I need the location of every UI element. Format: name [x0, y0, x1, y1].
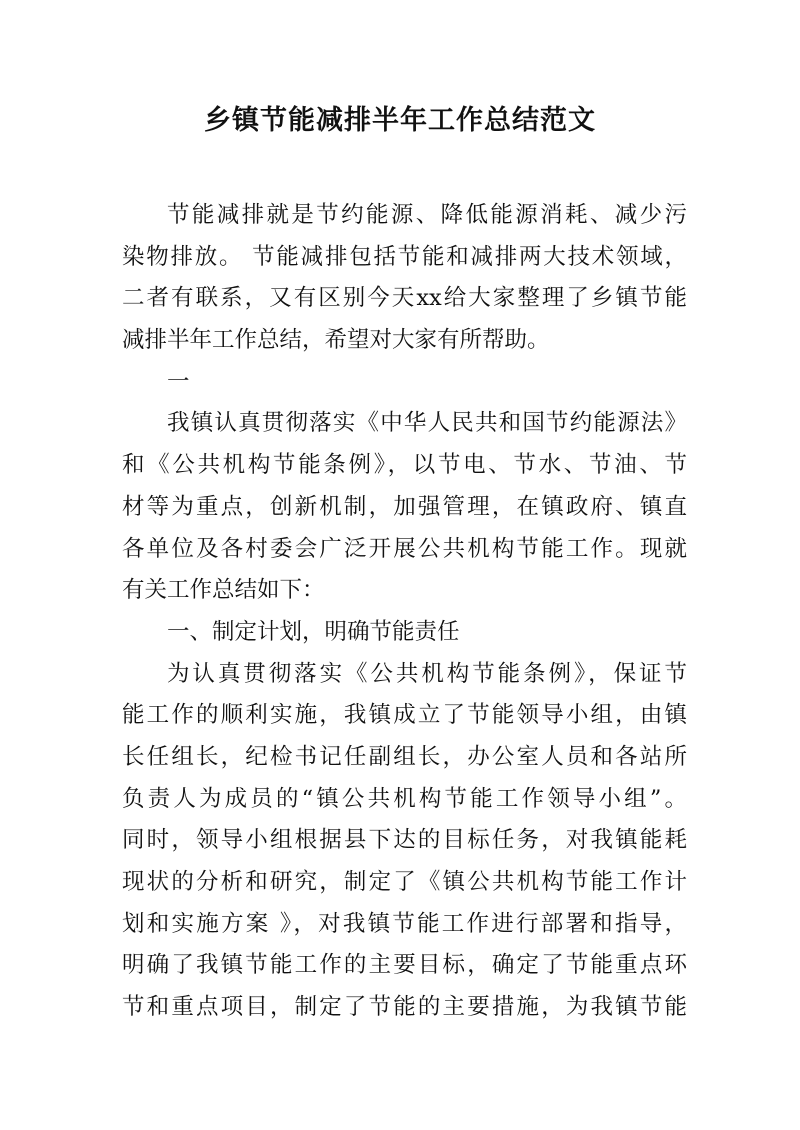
text-line: 现状的分析和研究，制定了《镇公共机构节能工作计 — [122, 869, 687, 895]
text-line: 材等为重点，创新机制，加强管理，在镇政府、镇直 — [122, 493, 687, 520]
text-line: 能工作的顺利实施，我镇成立了节能领导小组，由镇 — [122, 702, 687, 729]
text-line: 负责人为成员的“镇公共机构节能工作领导小组”。 — [122, 785, 687, 812]
text-line: 和《公共机构节能条例》，以节电、节水、节油、节 — [122, 452, 687, 479]
text-line: 节和重点项目，制定了节能的主要措施，为我镇节能 — [122, 994, 687, 1021]
text-line: 减排半年工作总结，希望对大家有所帮助。 — [122, 327, 550, 354]
text-line: 有关工作总结如下： — [122, 577, 325, 604]
text-line: 明确了我镇节能工作的主要目标，确定了节能重点环 — [122, 952, 687, 979]
section-heading: 一、制定计划，明确节能责任 — [167, 618, 460, 645]
text-line: 划和实施方案 》，对我镇节能工作进行部署和指导， — [122, 910, 687, 937]
text-line: 各单位及各村委会广泛开展公共机构节能工作。现就 — [122, 535, 687, 562]
text-line: 我镇认真贯彻落实《中华人民共和国节约能源法》 — [167, 410, 687, 437]
text-line: 二者有联系，又有区别今天xx给大家整理了乡镇节能 — [122, 285, 687, 312]
document-body — [122, 195, 687, 1029]
text-line: 同时，领导小组根据县下达的目标任务，对我镇能耗 — [122, 827, 687, 854]
document-title: 乡镇节能减排半年工作总结范文 — [204, 105, 596, 136]
text-line: 长任组长，纪检书记任副组长，办公室人员和各站所 — [122, 743, 687, 770]
text-line: 为认真贯彻落实《公共机构节能条例》，保证节 — [167, 660, 687, 687]
text-line: 染物排放。 节能减排包括节能和减排两大技术领域， — [122, 243, 687, 270]
section-marker: 一 — [167, 368, 190, 395]
text-line: 节能减排就是节约能源、降低能源消耗、减少污 — [167, 202, 687, 228]
